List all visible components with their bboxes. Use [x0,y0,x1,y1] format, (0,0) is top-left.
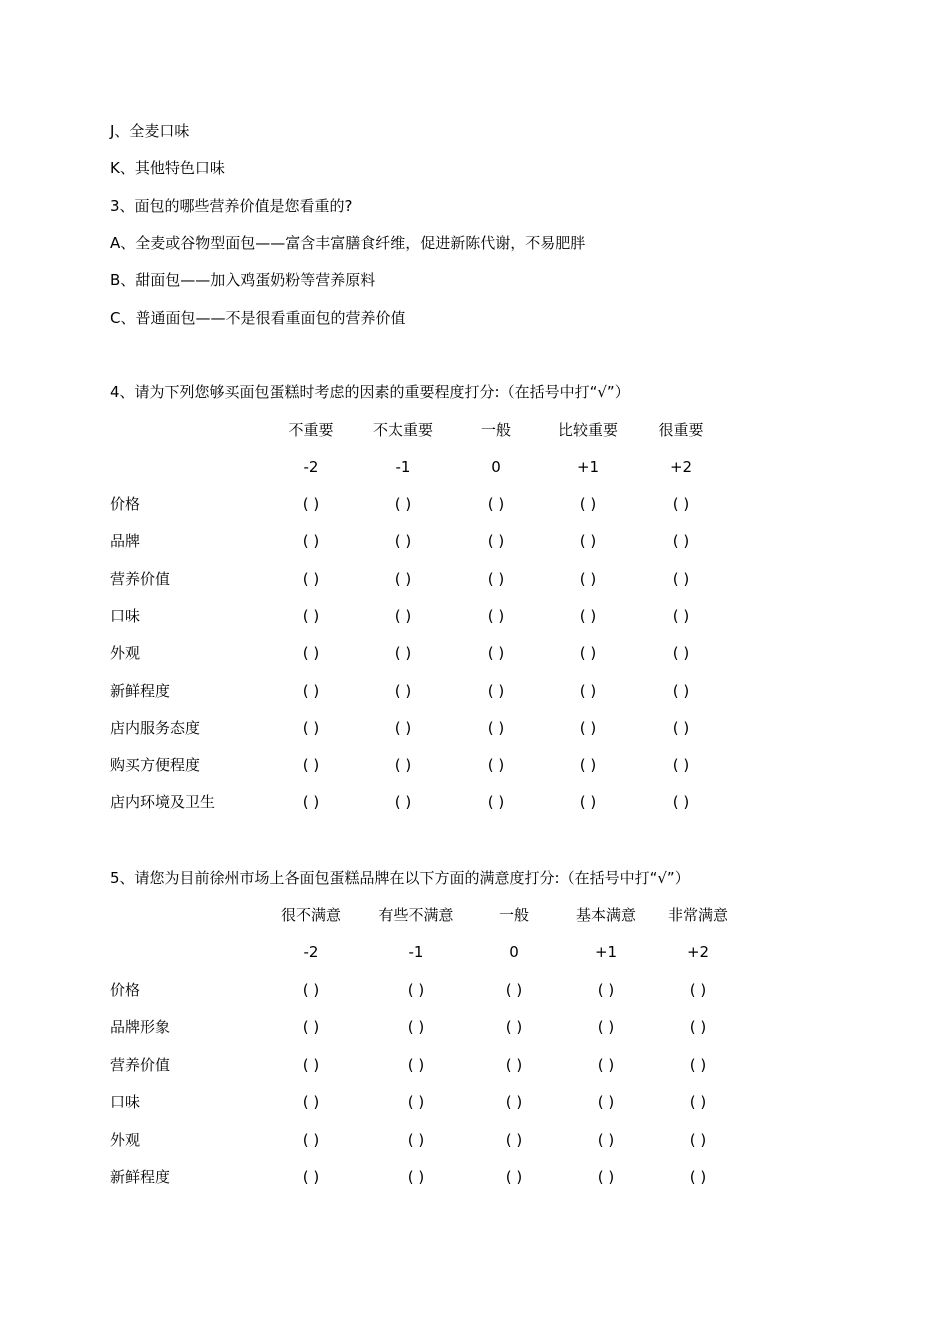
q4-answer-blank[interactable]: ( ) [302,569,320,588]
q4-answer-blank[interactable]: ( ) [302,606,320,625]
q5-answer-blank[interactable]: ( ) [407,981,425,999]
q5-answer-blank[interactable]: ( ) [302,1093,320,1112]
q4-answer-blank[interactable]: ( ) [394,718,412,737]
q4-scale-value: +2 [669,458,693,476]
q4-answer-blank[interactable]: ( ) [302,718,320,737]
q5-scale-value: -2 [303,943,319,961]
q5-answer-blank[interactable]: ( ) [302,1130,320,1149]
q4-scale-label: 不太重要 [372,421,434,439]
q5-scale-label: 一般 [498,906,530,924]
q4-answer-blank[interactable]: ( ) [487,793,505,812]
q4-answer-blank[interactable]: ( ) [672,606,690,625]
q4-answer-blank[interactable]: ( ) [579,569,597,588]
q5-row-label: 口味 [110,1093,141,1112]
q4-scale-value: +1 [576,458,600,476]
q5-row-label: 营养价值 [110,1055,171,1074]
q5-answer-blank[interactable]: ( ) [302,1055,320,1074]
q4-answer-blank[interactable]: ( ) [672,793,690,812]
option-k: K、其他特色口味 [110,159,225,177]
q5-answer-blank[interactable]: ( ) [505,1093,523,1112]
q4-answer-blank[interactable]: ( ) [672,532,690,551]
question-4: 4、请为下列您够买面包蛋糕时考虑的因素的重要程度打分:（在括号中打“√”） [110,383,630,401]
q5-scale-value: 0 [509,943,519,961]
q4-answer-blank[interactable]: ( ) [394,495,412,513]
q4-answer-blank[interactable]: ( ) [394,644,412,663]
q4-answer-blank[interactable]: ( ) [487,495,505,513]
q4-scale-label: 不重要 [288,421,334,439]
q4-scale-value: -2 [303,458,319,476]
q5-answer-blank[interactable]: ( ) [505,981,523,999]
q4-answer-blank[interactable]: ( ) [672,495,690,513]
q4-answer-blank[interactable]: ( ) [579,756,597,775]
q4-answer-blank[interactable]: ( ) [487,718,505,737]
q4-answer-blank[interactable]: ( ) [672,644,690,663]
question-3: 3、面包的哪些营养价值是您看重的? [110,197,353,215]
q4-row-label: 价格 [110,495,141,513]
question-3-option-a: A、全麦或谷物型面包——富含丰富膳食纤维，促进新陈代谢，不易肥胖 [110,234,586,252]
q4-answer-blank[interactable]: ( ) [302,681,320,700]
q5-answer-blank[interactable]: ( ) [407,1130,425,1149]
q4-answer-blank[interactable]: ( ) [487,644,505,663]
q5-scale-label: 基本满意 [575,906,637,924]
q5-scale-label: 很不满意 [280,906,342,924]
q4-row-label: 新鲜程度 [110,681,171,700]
q4-answer-blank[interactable]: ( ) [487,532,505,551]
q4-answer-blank[interactable]: ( ) [394,532,412,551]
q5-answer-blank[interactable]: ( ) [407,1168,425,1186]
q5-answer-blank[interactable]: ( ) [597,1055,615,1074]
q4-answer-blank[interactable]: ( ) [672,681,690,700]
q5-answer-blank[interactable]: ( ) [689,1018,707,1037]
q4-answer-blank[interactable]: ( ) [672,756,690,775]
q5-answer-blank[interactable]: ( ) [597,1168,615,1186]
q5-answer-blank[interactable]: ( ) [302,981,320,999]
q5-scale-label: 有些不满意 [378,906,454,924]
option-j: J、全麦口味 [110,122,190,140]
q5-answer-blank[interactable]: ( ) [407,1093,425,1112]
q4-row-label: 店内服务态度 [110,718,201,737]
q4-row-label: 购买方便程度 [110,756,201,775]
q4-answer-blank[interactable]: ( ) [302,756,320,775]
q5-answer-blank[interactable]: ( ) [689,1168,707,1186]
q4-answer-blank[interactable]: ( ) [579,793,597,812]
q5-row-label: 品牌形象 [110,1018,171,1037]
q5-answer-blank[interactable]: ( ) [597,1130,615,1149]
q4-scale-value: -1 [395,458,411,476]
q4-answer-blank[interactable]: ( ) [487,756,505,775]
question-3-option-b: B、甜面包——加入鸡蛋奶粉等营养原料 [110,271,376,289]
q5-answer-blank[interactable]: ( ) [689,1093,707,1112]
q5-answer-blank[interactable]: ( ) [302,1018,320,1037]
q5-answer-blank[interactable]: ( ) [597,1093,615,1112]
question-3-option-c: C、普通面包——不是很看重面包的营养价值 [110,309,406,327]
q4-answer-blank[interactable]: ( ) [672,718,690,737]
q4-answer-blank[interactable]: ( ) [394,756,412,775]
q4-answer-blank[interactable]: ( ) [672,569,690,588]
q5-row-label: 新鲜程度 [110,1168,171,1186]
question-5: 5、请您为目前徐州市场上各面包蛋糕品牌在以下方面的满意度打分:（在括号中打“√”） [110,869,690,887]
q5-scale-value: -1 [408,943,424,961]
q5-answer-blank[interactable]: ( ) [505,1168,523,1186]
q4-answer-blank[interactable]: ( ) [302,532,320,551]
q5-answer-blank[interactable]: ( ) [505,1130,523,1149]
q5-answer-blank[interactable]: ( ) [302,1168,320,1186]
q5-answer-blank[interactable]: ( ) [689,1130,707,1149]
q4-answer-blank[interactable]: ( ) [394,606,412,625]
q4-answer-blank[interactable]: ( ) [579,495,597,513]
q5-scale-label: 非常满意 [667,906,729,924]
q4-scale-value: 0 [491,458,501,476]
q5-answer-blank[interactable]: ( ) [597,1018,615,1037]
q4-scale-label: 比较重要 [557,421,619,439]
q4-answer-blank[interactable]: ( ) [394,681,412,700]
q4-answer-blank[interactable]: ( ) [579,606,597,625]
q4-answer-blank[interactable]: ( ) [487,681,505,700]
q4-answer-blank[interactable]: ( ) [579,718,597,737]
q5-scale-value: +1 [594,943,618,961]
q4-answer-blank[interactable]: ( ) [487,606,505,625]
q5-row-label: 外观 [110,1130,141,1149]
q4-scale-label: 一般 [480,421,512,439]
q4-row-label: 外观 [110,644,141,663]
q4-scale-label: 很重要 [658,421,704,439]
q4-answer-blank[interactable]: ( ) [579,532,597,551]
q5-row-label: 价格 [110,981,141,999]
q5-answer-blank[interactable]: ( ) [407,1055,425,1074]
q5-answer-blank[interactable]: ( ) [505,1055,523,1074]
q5-answer-blank[interactable]: ( ) [689,981,707,999]
q4-row-label: 店内环境及卫生 [110,793,216,812]
q4-row-label: 口味 [110,606,141,625]
q5-scale-value: +2 [686,943,710,961]
q4-row-label: 品牌 [110,532,141,551]
q5-answer-blank[interactable]: ( ) [505,1018,523,1037]
q5-answer-blank[interactable]: ( ) [597,981,615,999]
q5-answer-blank[interactable]: ( ) [689,1055,707,1074]
q4-answer-blank[interactable]: ( ) [302,495,320,513]
q4-answer-blank[interactable]: ( ) [394,569,412,588]
q4-answer-blank[interactable]: ( ) [579,681,597,700]
q4-row-label: 营养价值 [110,569,171,588]
q4-answer-blank[interactable]: ( ) [302,793,320,812]
q4-answer-blank[interactable]: ( ) [579,644,597,663]
q4-answer-blank[interactable]: ( ) [302,644,320,663]
q4-answer-blank[interactable]: ( ) [394,793,412,812]
q5-answer-blank[interactable]: ( ) [407,1018,425,1037]
q4-answer-blank[interactable]: ( ) [487,569,505,588]
